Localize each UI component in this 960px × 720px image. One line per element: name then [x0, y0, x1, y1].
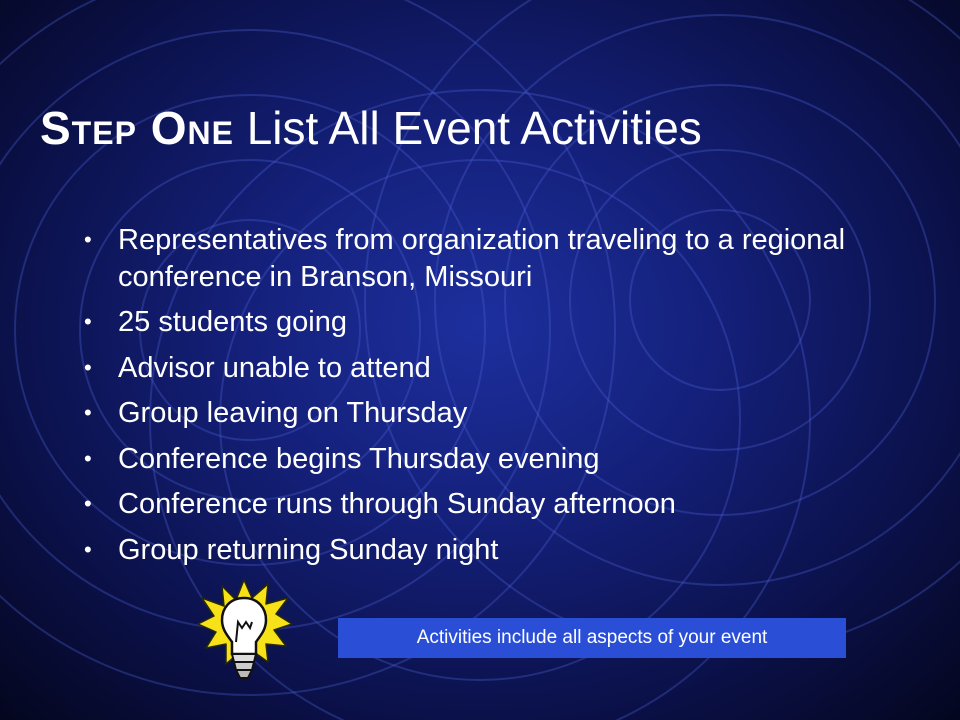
list-item-text: Group returning Sunday night: [118, 533, 499, 566]
bullet-icon: •: [84, 227, 92, 252]
list-item: [82, 441, 902, 478]
list-item: [82, 350, 902, 387]
list-item-text: Group leaving on Thursday: [118, 397, 468, 429]
lightbulb-icon: [196, 578, 292, 686]
slide-title: [40, 98, 940, 170]
list-item: [82, 486, 902, 523]
bullet-icon: •: [84, 354, 92, 380]
tip-callout-text: Activities include all aspects of your event: [416, 627, 768, 648]
bullet-icon: •: [84, 309, 92, 334]
list-item-text: Advisor unable to attend: [118, 351, 431, 384]
bullet-icon: •: [84, 400, 92, 425]
bullet-icon: •: [84, 445, 92, 471]
activity-list: [82, 222, 902, 577]
list-item-text: Representatives from organization traveling to a regional conference in Branson, Missouri: [118, 224, 846, 293]
title-step-label: Step One: [40, 102, 234, 154]
list-item: [82, 222, 902, 295]
tip-callout: [338, 618, 846, 658]
list-item: [82, 532, 902, 569]
list-item-text: Conference runs through Sunday afternoon: [118, 488, 676, 520]
bullet-icon: •: [84, 491, 92, 516]
title-text: List All Event Activities: [233, 102, 702, 154]
list-item-text: Conference begins Thursday evening: [118, 442, 600, 475]
bullet-icon: •: [84, 536, 92, 562]
list-item-text: 25 students going: [118, 306, 347, 338]
list-item: [82, 304, 902, 341]
list-item: [82, 395, 902, 432]
